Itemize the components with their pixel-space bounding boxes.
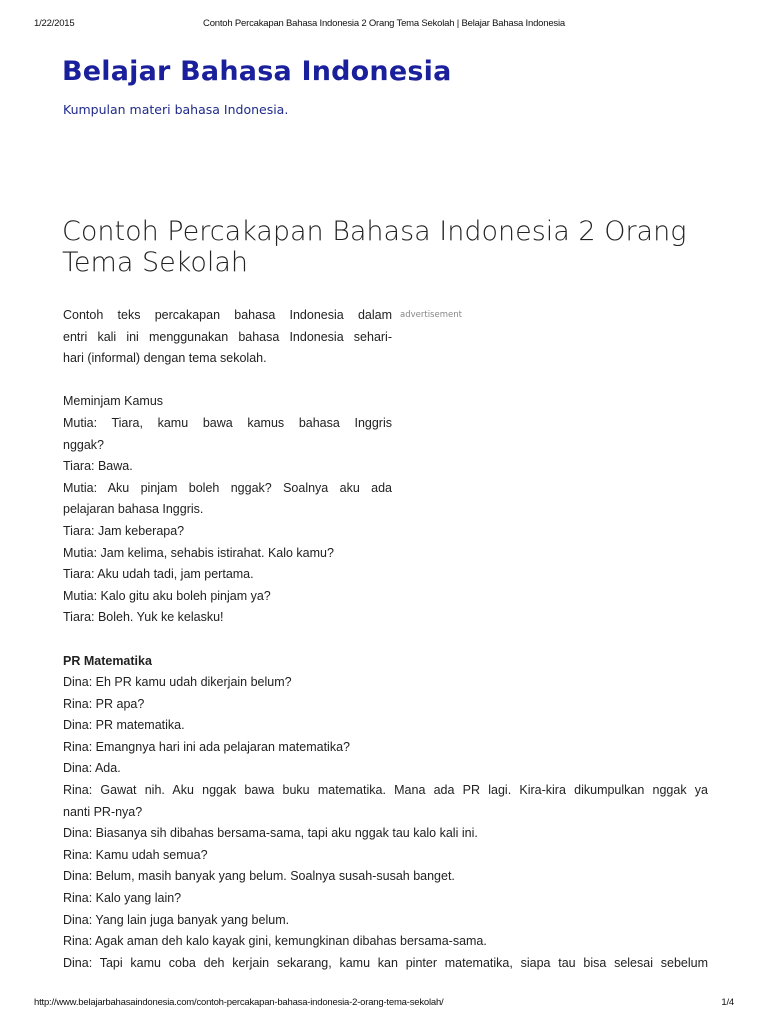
dialog-line: Dina: Ada. [63, 761, 121, 776]
advertisement-label: advertisement [400, 310, 462, 320]
dialog-line: Tiara: Aku udah tadi, jam pertama. [63, 567, 254, 582]
dialog-line: Rina: Gawat nih. Aku nggak bawa buku matematika. Mana ada PR lagi. Kira-kira dikumpulkan nggak ya [63, 783, 708, 798]
section-heading: Meminjam Kamus [63, 394, 164, 409]
site-tagline: Kumpulan materi bahasa Indonesia. [63, 102, 289, 117]
intro-line: entri kali ini menggunakan bahasa Indonesia sehari- [63, 329, 392, 344]
dialog-line: Tiara: Jam keberapa? [63, 523, 185, 538]
dialog-line: Mutia: Jam kelima, sehabis istirahat. Kalo kamu? [63, 545, 334, 560]
site-title[interactable]: Belajar Bahasa Indonesia [62, 56, 452, 87]
page-number: 1/4 [721, 997, 734, 1008]
dialog-line: Mutia: Tiara, kamu bawa kamus bahasa Inggris [63, 415, 392, 430]
dialog-line: Rina: Kamu udah semua? [63, 847, 208, 862]
dialog-line: Mutia: Aku pinjam boleh nggak? Soalnya aku ada [63, 480, 392, 495]
dialog-line: Rina: Emangnya hari ini ada pelajaran matematika? [63, 739, 350, 754]
article-title: Contoh Percakapan Bahasa Indonesia 2 Orang Tema Sekolah [62, 216, 687, 278]
dialog-line: Dina: Biasanya sih dibahas bersama-sama, tapi aku nggak tau kalo kali ini. [63, 826, 478, 841]
dialog-line: Dina: Eh PR kamu udah dikerjain belum? [63, 675, 292, 690]
dialog-line: Dina: Belum, masih banyak yang belum. Soalnya susah-susah banget. [63, 869, 455, 884]
dialog-line: pelajaran bahasa Inggris. [63, 502, 204, 517]
print-page-title: Contoh Percakapan Bahasa Indonesia 2 Orang Tema Sekolah | Belajar Bahasa Indonesia [203, 18, 565, 29]
dialog-line: nggak? [63, 437, 105, 452]
dialog-line: Mutia: Kalo gitu aku boleh pinjam ya? [63, 588, 271, 603]
print-url: http://www.belajarbahasaindonesia.com/contoh-percakapan-bahasa-indonesia-2-orang-tema-sekolah/ [34, 997, 444, 1008]
dialog-line: Rina: Agak aman deh kalo kayak gini, kemungkinan dibahas bersama-sama. [63, 934, 487, 949]
print-date: 1/22/2015 [34, 18, 75, 29]
dialog-line: Tiara: Boleh. Yuk ke kelasku! [63, 610, 224, 625]
dialog-line: Dina: Tapi kamu coba deh kerjain sekarang, kamu kan pinter matematika, siapa tau bisa selesai sebelum [63, 955, 708, 970]
dialog-line: Rina: PR apa? [63, 696, 145, 711]
intro-line: Contoh teks percakapan bahasa Indonesia dalam [63, 308, 392, 322]
dialog-line: nanti PR-nya? [63, 804, 143, 819]
intro-line: hari (informal) dengan tema sekolah. [63, 351, 267, 366]
dialog-line: Dina: PR matematika. [63, 718, 185, 733]
dialog-line: Dina: Yang lain juga banyak yang belum. [63, 912, 290, 927]
section-heading: PR Matematika [63, 653, 152, 668]
dialog-line: Tiara: Bawa. [63, 459, 133, 474]
dialog-line: Rina: Kalo yang lain? [63, 891, 182, 906]
article-body [63, 305, 708, 974]
